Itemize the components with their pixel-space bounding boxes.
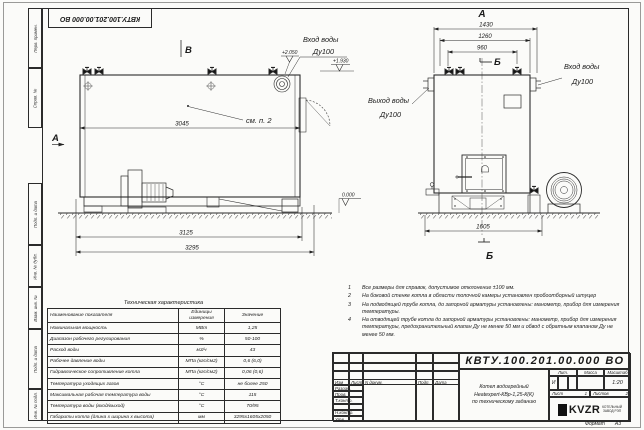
title-block [332, 352, 630, 421]
ground-hatch [58, 213, 332, 218]
tb-role-tkontr: Т.контр. [333, 397, 363, 403]
tb-sheet: Лист 1 [549, 390, 590, 397]
boiler-shell-outline [80, 75, 300, 197]
table-row: Номинальная мощность МВт 1,25 [48, 323, 281, 334]
side-view-dimensions [76, 128, 314, 256]
tb-mass-label: Масса [577, 369, 604, 376]
lifting-lug-icon [206, 81, 216, 91]
tech-characteristics [47, 300, 280, 424]
note-item: 4 На отводящей трубе котла до запорной арматуры установлены: манометр, прибор для измерения температуры, предохранительный клапан Ду не менее 50 мм и обвод с обратным клапаном Ду не менее 50 мм. [348, 317, 617, 338]
table-row: Расход воды м3/ч 43 [48, 345, 281, 356]
valve-icon [445, 67, 453, 74]
table-row: Диапазон рабочего регулирования % 50-100 [48, 334, 281, 345]
front-view [368, 9, 600, 262]
view-mark-b-label: В [185, 45, 192, 56]
svg-text:Вход воды: Вход воды [303, 35, 339, 44]
dim-3125: 3125 [179, 229, 193, 237]
note-item: 3 На подводящей трубе котла, до запорной арматуры установлены: манометр, прибор для измерения температуры. [348, 301, 620, 315]
margin-col-sprav: Справ. № [28, 68, 42, 128]
boiler-base-frame [84, 197, 300, 212]
furnace-door [456, 155, 506, 193]
top-stamp-doc-number: КВТУ.100.201.00.000 ВО [59, 14, 141, 22]
rear-door-swing [299, 98, 330, 132]
valve-icon [208, 67, 216, 74]
svg-text:Ду100: Ду100 [380, 110, 402, 119]
kvzr-logo-text: KVZR [568, 403, 601, 416]
note-item: 1 Все размеры для справок, допустимое отклонение ±100 мм. [348, 285, 515, 291]
side-view [51, 35, 361, 256]
front-view-dimensions [425, 27, 542, 236]
tech-table-header: Наименование показателя Единицы измерения Значение [48, 309, 281, 323]
svg-text:Ду100: Ду100 [572, 77, 594, 86]
svg-text:Вход воды: Вход воды [564, 62, 600, 71]
front-outlet-label [368, 88, 429, 119]
section-mark-b-bottom [478, 238, 493, 262]
ground-hatch [418, 213, 600, 218]
front-view-label: А [478, 9, 486, 20]
tb-role-prov: Пров. [333, 391, 363, 397]
format-row [540, 421, 629, 429]
dim-3295: 3295 [185, 244, 199, 252]
notes-list [348, 285, 620, 340]
terminal-box [504, 95, 521, 108]
table-row: Температура уходящих газов °С не более 250 [48, 378, 281, 389]
front-base-frame [439, 193, 530, 213]
elevation-0000 [339, 193, 361, 214]
blower-fan [528, 173, 582, 214]
elevation-1930 [320, 59, 354, 72]
note-item: 2 На боковой стенке котла в области топочной камеры установлен пробоотборный штуцер [348, 293, 597, 300]
format-value: А3 [614, 421, 621, 427]
section-mark-b-top [480, 57, 501, 68]
svg-text:+1.930: +1.930 [333, 58, 349, 65]
tb-col-list: Лист [351, 379, 363, 385]
margin-col-vzam-inv: Взам. инв. № [28, 287, 42, 329]
dim-1260: 1260 [478, 34, 492, 40]
margin-col-perv-primen: Перв. примен. [28, 8, 42, 68]
tb-sheets-total: Листов 2 [590, 390, 631, 397]
valve-icon [95, 67, 103, 74]
svg-text:Выход воды: Выход воды [368, 96, 410, 105]
margin-col-inv-podl: Инв. № подл. [28, 389, 42, 421]
elevation-2050 [281, 50, 299, 74]
svg-text:Б: Б [494, 57, 501, 68]
margin-col-podp-data-1: Подп. и дата [28, 183, 42, 245]
tb-col-ndoc: N докум. [363, 379, 416, 385]
tb-col-podp: Подп. [416, 379, 433, 385]
tb-logo [549, 397, 631, 422]
valve-icon [83, 67, 91, 74]
dim-1430: 1430 [479, 21, 493, 29]
tb-col-izm: Изм [333, 379, 349, 385]
burner-assembly [121, 170, 173, 213]
svg-text:Б: Б [486, 251, 494, 262]
table-row: Габариты котла (длина х ширина х высота) мм 3295х1605х2050 [48, 412, 281, 423]
format-label: Формат [585, 421, 605, 427]
tb-product-name: Котел водогрейный Heatexpert-КВр-1,25-К(К) по техническому заданию [459, 369, 549, 422]
lifting-lug-icon [83, 81, 93, 91]
valve-icon [513, 67, 521, 74]
tb-lit-value: И [549, 376, 558, 390]
valve-icon [269, 67, 277, 74]
margin-col-podp-data-2: Подп. и дата [28, 329, 42, 389]
kvzr-logo-icon [558, 404, 567, 416]
margin-col-inv-dubl: Инв. № дубл. [28, 245, 42, 287]
svg-text:0.000: 0.000 [342, 192, 355, 199]
note-ref-text: см. п. 2 [246, 116, 272, 125]
tech-table-title: Техническая характеристика [123, 300, 204, 306]
tb-doc-number: КВТУ.100.201.00.000 ВО [459, 353, 631, 369]
dim-3045: 3045 [175, 120, 189, 128]
tb-col-data: Дата [433, 379, 459, 385]
dim-1605: 1605 [476, 223, 490, 231]
tb-scale-value: 1:20 [604, 376, 631, 390]
view-arrow-a-label: А [52, 133, 59, 144]
dim-960: 960 [476, 45, 488, 52]
tb-role-utv: Утв. [333, 416, 363, 422]
note-ref-leader [187, 105, 243, 120]
tb-lit-label: Лит. [549, 369, 577, 376]
valve-icon [456, 67, 464, 74]
svg-text:+2.050: +2.050 [282, 50, 298, 56]
svg-text:Ду100: Ду100 [313, 47, 335, 56]
table-row: Гидравлическое сопротивление котла МПа (кгс/см2) 0,06 (0,6) [48, 367, 281, 378]
tb-role-razrab: Разраб. [333, 385, 363, 391]
front-inlet-label [538, 62, 600, 86]
table-row: Рабочее давление воды МПа (кгс/см2) 0,6 (6,0) [48, 356, 281, 367]
tb-scale-label: Масштаб [604, 369, 631, 376]
inlet-flange [274, 76, 290, 92]
kvzr-logo-subtitle: КОТЕЛЬНЫЙ ЗАВОД РЭП [602, 404, 623, 413]
peephole-icon [482, 166, 489, 172]
outlet-flange-left [423, 78, 434, 91]
tech-table [47, 308, 281, 424]
table-row: Температура воды (вход/выход) °С 70/95 [48, 401, 281, 412]
table-row: Максимальная рабочая температура воды °С 115 [48, 390, 281, 401]
tb-role-nkontr: Н.контр. [333, 410, 363, 416]
